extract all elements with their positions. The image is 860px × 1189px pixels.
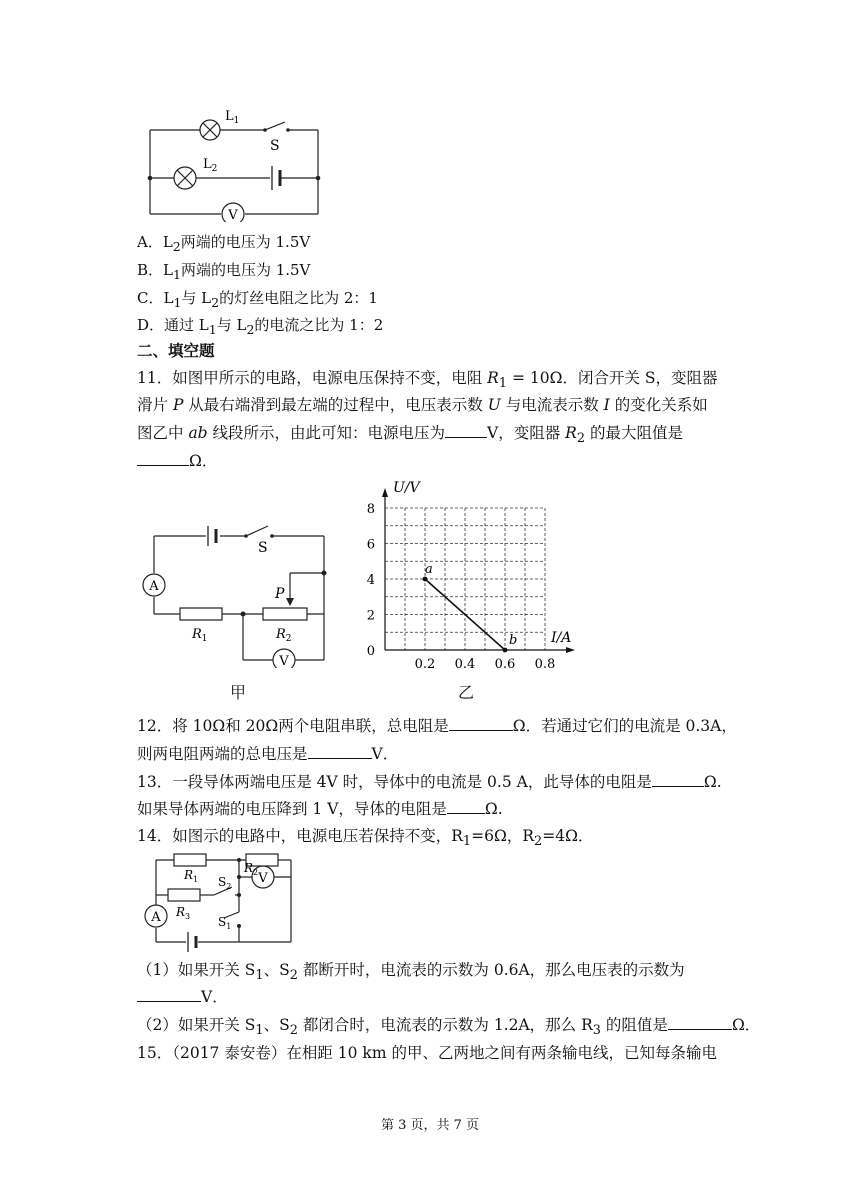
option-d: D．通过 $L_1$与 $L_2$的电流之比为 1：2 <box>137 316 384 337</box>
u-i-chart <box>355 476 580 674</box>
voltmeter-icon <box>222 203 244 222</box>
q11-line2: 滑片 P 从最右端滑到最左端的过程中，电压表示数 U 与电流表示数 I 的变化关系如 <box>137 396 708 414</box>
y-tick-label: 6 <box>366 537 375 553</box>
switch-S-icon <box>263 128 267 132</box>
x-tick-label: 0.4 <box>454 657 476 672</box>
label-R2: $R_2$ <box>244 861 259 877</box>
switch-S-icon <box>244 534 248 538</box>
section-title: 二、填空题 <box>137 341 215 360</box>
option-c: C．$L_1$与 $L_2$的灯丝电阻之比为 2：1 <box>137 289 378 310</box>
x-tick-label: 0.2 <box>414 657 436 672</box>
resistor-R1-icon <box>174 854 206 866</box>
x-axis-label: I/A <box>551 630 572 646</box>
battery-icon <box>272 166 280 190</box>
ammeter-icon <box>145 905 167 927</box>
label-R1: $R_1$ <box>184 868 199 884</box>
resistor-R1-icon <box>180 608 222 620</box>
data-point-a <box>423 577 428 582</box>
y-tick-label: 8 <box>366 502 375 517</box>
data-point-b <box>503 648 508 653</box>
svg-text:A: A <box>151 910 161 925</box>
y-tick-label: 4 <box>366 573 375 588</box>
caption-jia: 甲 <box>230 683 247 702</box>
caption-yi: 乙 <box>458 683 475 702</box>
label-S: S <box>258 540 268 556</box>
svg-text:V: V <box>258 871 268 886</box>
svg-text:V: V <box>228 208 238 222</box>
lamp-L1-icon <box>200 120 220 140</box>
q11-line4: Ω． <box>137 451 217 471</box>
battery-icon <box>208 526 216 546</box>
label-R1: $R_1$ <box>192 627 208 644</box>
chart-axes <box>382 488 575 653</box>
option-b: B．$L_1$两端的电压为 1.5V <box>137 261 311 282</box>
option-a: A．$L_2$两端的电压为 1.5V <box>137 233 311 254</box>
y-tick-label: 2 <box>366 608 375 624</box>
label-L2: $L_2$ <box>203 157 218 174</box>
q13-line2: 如果导体两端的电压降到 1 V，导体的电阻是 Ω. <box>137 800 503 818</box>
point-label-b: b <box>509 633 518 648</box>
label-S2: $S_2$ <box>218 875 232 891</box>
q14-part1-line2: V． <box>137 987 228 1007</box>
voltmeter-icon <box>273 649 295 668</box>
answer-blank[interactable] <box>449 716 513 731</box>
answer-blank[interactable] <box>652 772 704 787</box>
circuit-figure-top <box>140 108 330 222</box>
lamp-L2-icon <box>174 167 196 189</box>
svg-text:A: A <box>149 579 159 594</box>
label-R3: $R_3$ <box>176 905 191 921</box>
answer-blank[interactable] <box>308 744 372 759</box>
answer-blank[interactable] <box>137 451 189 466</box>
label-P: P <box>275 586 285 602</box>
q13-line1: 13．一段导体两端电压是 4V 时，导体中的电流是 0.5 A，此导体的电阻是 Ω. <box>137 773 722 791</box>
q15-line1: 15．（2017 泰安卷）在相距 10 km 的甲、乙两地之间有两条输电线，已知每条输电 <box>137 1044 717 1062</box>
y-axis-arrow <box>382 488 388 497</box>
q14-part1-line1: （1）如果开关 $S_1$、$S_2$ 都断开时，电流表的示数为 0.6A，那么电压表的示数为 <box>137 961 685 984</box>
answer-blank[interactable] <box>447 799 485 814</box>
label-S1: $S_1$ <box>218 915 232 931</box>
battery-icon <box>188 932 196 952</box>
y-axis-label: U/V <box>393 480 420 496</box>
circuit-figure-q14 <box>136 850 296 952</box>
x-axis-arrow <box>566 647 575 653</box>
q11-line1: 11．如图甲所示的电路，电源电压保持不变，电阻 $R_1 = 10\Omega$．闭合开关 S，变阻器 <box>137 369 718 392</box>
x-tick-label: 0.6 <box>494 657 516 672</box>
q14-part2: （2）如果开关 $S_1$、$S_2$ 都闭合时，电流表的示数为 1.2A，那么 $R_3$ 的阻值是 Ω． <box>137 1016 761 1039</box>
ammeter-icon <box>143 574 165 596</box>
x-tick-label: 0.8 <box>534 657 556 672</box>
label-R2: $R_2$ <box>276 627 292 644</box>
answer-blank[interactable] <box>137 987 201 1002</box>
circuit-figure-jia <box>138 518 338 668</box>
resistor-R3-icon <box>168 889 200 901</box>
label-S: S <box>270 138 280 154</box>
resistor-R2-icon <box>263 608 307 620</box>
q12-line2: 则两电阻两端的总电压是 V． <box>137 745 399 763</box>
point-label-a: a <box>425 562 433 577</box>
q11-line3: 图乙中 ab 线段所示，由此可知：电源电压为 V，变阻器 $R_2$ 的最大阻值是 <box>137 424 683 447</box>
svg-text:V: V <box>279 654 289 668</box>
label-L1: $L_1$ <box>225 109 240 126</box>
chart-grid <box>385 508 545 650</box>
y-tick-label: 0 <box>366 644 375 659</box>
q14-line1: 14．如图示的电路中，电源电压若保持不变，$R_1=6\Omega$，$R_2=4\Omega$． <box>137 827 594 850</box>
q12-line1: 12．将 10Ω和 20Ω两个电阻串联，总电阻是 Ω．若通过它们的电流是 0.3A， <box>137 717 737 735</box>
answer-blank[interactable] <box>668 1015 732 1030</box>
answer-blank[interactable] <box>445 423 487 438</box>
page-footer: 第 3 页，共 7 页 <box>380 1118 480 1133</box>
